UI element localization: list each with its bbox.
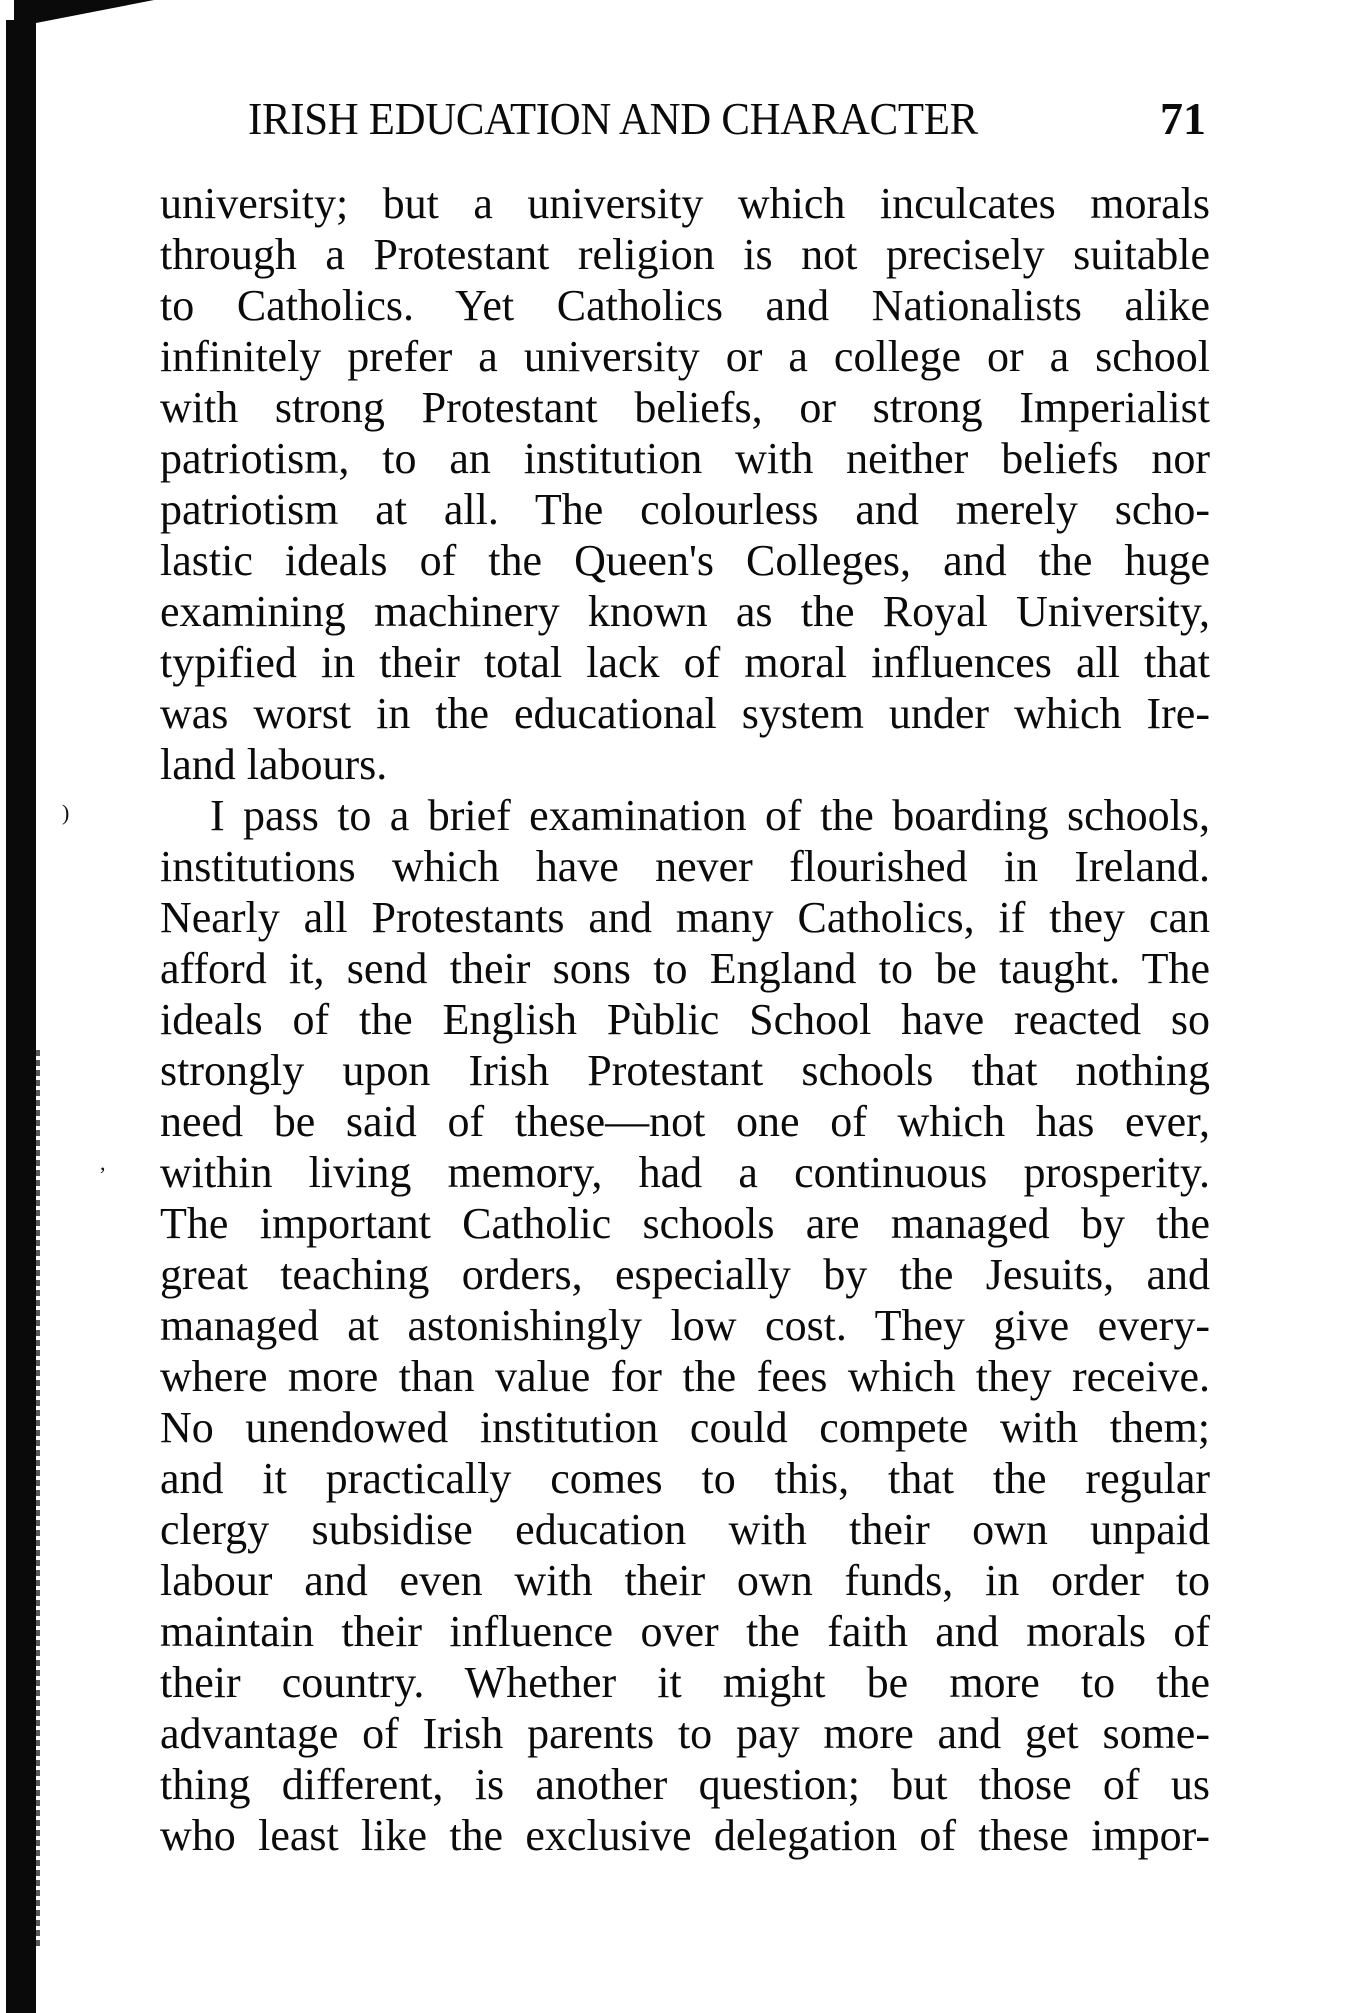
text-line: clergy subsidise education with their own unpaid — [160, 1505, 1210, 1554]
text-line: through a Protestant religion is not precisely suitable — [160, 230, 1210, 279]
text-line: who least like the exclusive delegation of these impor- — [160, 1811, 1210, 1860]
text-line: maintain their influence over the faith and morals of — [160, 1607, 1210, 1656]
text-line: where more than value for the fees which they receive. — [160, 1352, 1210, 1401]
binding-shadow — [6, 20, 36, 2013]
page-header — [248, 94, 1208, 144]
text-line: and it practically comes to this, that the regular — [160, 1454, 1210, 1503]
text-line: ideals of the English Pùblic School have reacted so — [160, 995, 1210, 1044]
running-head: IRISH EDUCATION AND CHARACTER — [248, 93, 978, 144]
text-line: infinitely prefer a university or a college or a school — [160, 332, 1210, 381]
text-line: advantage of Irish parents to pay more and get some- — [160, 1709, 1210, 1758]
text-line: No unendowed institution could compete with them; — [160, 1403, 1210, 1452]
text-line: Nearly all Protestants and many Catholics, if they can — [160, 893, 1210, 942]
margin-mark: , — [100, 1150, 106, 1175]
text-line: to Catholics. Yet Catholics and Nationalists alike — [160, 281, 1210, 330]
binding-edge-texture — [36, 1050, 40, 1950]
text-line: was worst in the educational system under which Ire- — [160, 689, 1210, 738]
text-line: examining machinery known as the Royal University, — [160, 587, 1210, 636]
text-line: with strong Protestant beliefs, or strong Imperialist — [160, 383, 1210, 432]
text-line: their country. Whether it might be more to the — [160, 1658, 1210, 1707]
page-number: 71 — [1160, 93, 1206, 144]
text-line: I pass to a brief examination of the boarding schools, — [210, 791, 1210, 840]
text-line: labour and even with their own funds, in order to — [160, 1556, 1210, 1605]
text-line: land labours. — [160, 740, 388, 789]
text-line: The important Catholic schools are managed by the — [160, 1199, 1210, 1248]
text-line: patriotism at all. The colourless and merely scho- — [160, 485, 1210, 534]
text-line: need be said of these—not one of which has ever, — [160, 1097, 1210, 1146]
text-line: afford it, send their sons to England to be taught. The — [160, 944, 1210, 993]
text-line: institutions which have never flourished in Ireland. — [160, 842, 1210, 891]
text-line: within living memory, had a continuous prosperity. — [160, 1148, 1210, 1197]
text-line: strongly upon Irish Protestant schools that nothing — [160, 1046, 1210, 1095]
text-line: patriotism, to an institution with neither beliefs nor — [160, 434, 1210, 483]
text-line: great teaching orders, especially by the Jesuits, and — [160, 1250, 1210, 1299]
page-body — [160, 178, 1210, 1861]
text-line: university; but a university which inculcates morals — [160, 179, 1210, 228]
margin-mark: ) — [62, 800, 70, 825]
text-line: thing different, is another question; but those of us — [160, 1760, 1210, 1809]
text-line: typified in their total lack of moral influences all that — [160, 638, 1210, 687]
text-line: lastic ideals of the Queen's Colleges, and the huge — [160, 536, 1210, 585]
text-line: managed at astonishingly low cost. They give every- — [160, 1301, 1210, 1350]
